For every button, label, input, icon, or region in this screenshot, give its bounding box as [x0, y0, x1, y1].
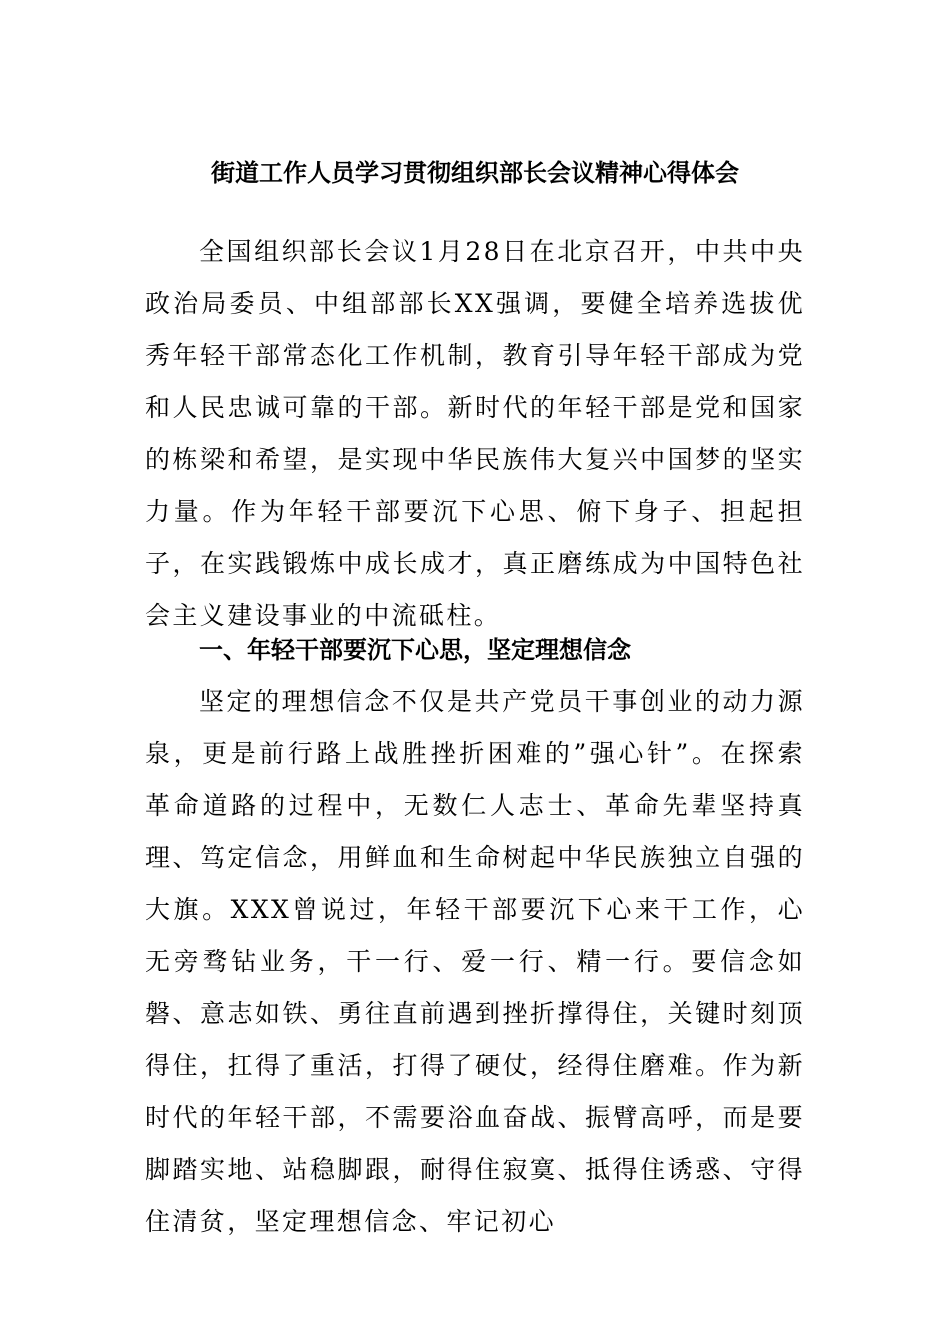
document-title: 街道工作人员学习贯彻组织部长会议精神心得体会	[211, 158, 739, 187]
section-heading-1: 一、年轻干部要沉下心思，坚定理想信念	[199, 636, 631, 664]
paragraph-section-1: 坚定的理想信念不仅是共产党员干事创业的动力源泉，更是前行路上战胜挫折困难的”强心针”。在探索革命道路的过程中，无数仁人志士、革命先辈坚持真理、笃定信念，用鲜血和生命树起中华民族独立自强的大旗。XXX曾说过，年轻干部要沉下心来干工作，心无旁骛钻业务，干一行、爱一行、精一行。要信念如磐、意志如铁、勇往直前遇到挫折撑得住，关键时刻顶得住，扛得了重活，打得了硬仗，经得住磨难。作为新时代的年轻干部，不需要浴血奋战、振臂高呼，而是要脚踏实地、站稳脚跟，耐得住寂寞、抵得住诱惑、守得住清贫，坚定理想信念、牢记初心	[145, 687, 805, 1236]
paragraph-intro: 全国组织部长会议1月28日在北京召开，中共中央政治局委员、中组部部长XX强调，要健全培养选拔优秀年轻干部常态化工作机制，教育引导年轻干部成为党和人民忠诚可靠的干部。新时代的年轻干部是党和国家的栋梁和希望，是实现中华民族伟大复兴中国梦的坚实力量。作为年轻干部要沉下心思、俯下身子、担起担子，在实践锻炼中成长成才，真正磨练成为中国特色社会主义建设事业的中流砥柱。	[145, 237, 805, 630]
